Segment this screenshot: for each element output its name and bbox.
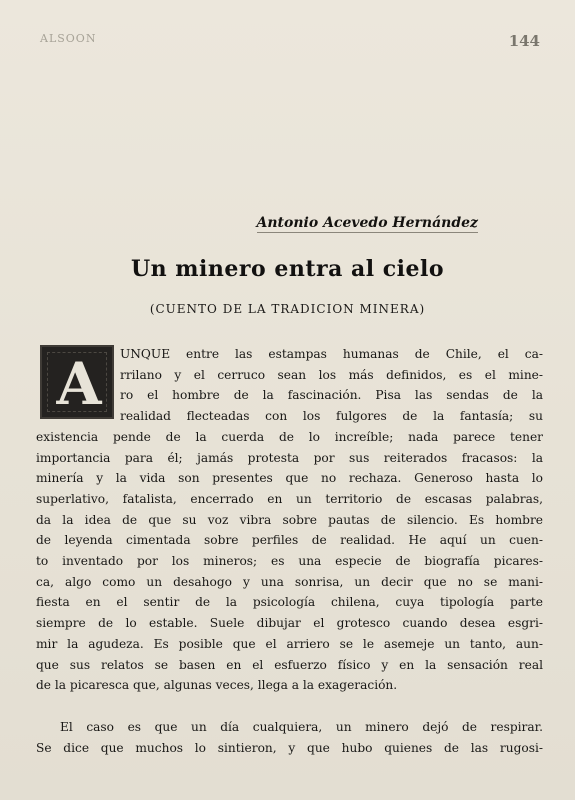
body-line: de la picaresca que, algunas veces, llega a la exageración. bbox=[36, 678, 398, 693]
body-line: to inventado por los mineros; es una especie de biografía picares- bbox=[36, 554, 543, 569]
page-number: 144 bbox=[508, 32, 540, 50]
body-line: realidad flecteadas con los fulgores de la fantasía; su bbox=[120, 409, 543, 424]
article-title: Un minero entra al cielo bbox=[130, 256, 445, 282]
body-line: minería y la vida son presentes que no rechaza. Generoso hasta lo bbox=[36, 471, 543, 486]
body-line: da la idea de que su voz vibra sobre pautas de silencio. Es hombre bbox=[36, 512, 543, 527]
body-line: rrilano y el cerruco sean los más definidos, es el mine- bbox=[120, 367, 543, 382]
body-line: UNQUE entre las estampas humanas de Chile, el ca- bbox=[120, 347, 543, 361]
article-author: Antonio Acevedo Hernández bbox=[256, 215, 478, 231]
body-line: existencia pende de la cuerda de lo increíble; nada parece tener bbox=[36, 429, 543, 444]
body-line: de leyenda cimentada sobre perfiles de realidad. He aquí un cuen- bbox=[36, 533, 543, 548]
body-line: El caso es que un día cualquiera, un minero dejó de respirar. bbox=[60, 719, 543, 734]
body-line: Se dice que muchos lo sintieron, y que hubo quienes de las rugosi- bbox=[36, 740, 543, 755]
body-line: superlativo, fatalista, encerrado en un territorio de escasas palabras, bbox=[36, 491, 543, 506]
running-title: ALSOON bbox=[40, 32, 97, 45]
body-line: ca, algo como un desahogo y una sonrisa, un decir que no se mani- bbox=[36, 574, 543, 589]
body-line: ro el hombre de la fascinación. Pisa las sendas de la bbox=[120, 388, 543, 403]
article-subtitle: (CUENTO DE LA TRADICION MINERA) bbox=[149, 302, 426, 316]
page-header bbox=[40, 32, 540, 52]
body-line: siempre de lo estable. Suele dibujar el grotesco cuando desea esgri- bbox=[36, 616, 543, 631]
body-line: mir la agudeza. Es posible que el arriero se le asemeje un tanto, aun- bbox=[36, 636, 543, 651]
body-line: importancia para él; jamás protesta por sus reiterados fracasos: la bbox=[36, 450, 543, 465]
paragraph-break bbox=[36, 696, 543, 717]
body-line: que sus relatos se basen en el esfuerzo físico y en la sensación real bbox=[36, 657, 543, 672]
body-line: fiesta en el sentir de la psicología chilena, cuya tipología parte bbox=[36, 595, 543, 610]
article-body bbox=[36, 344, 543, 758]
initial-letter: A bbox=[56, 350, 102, 418]
